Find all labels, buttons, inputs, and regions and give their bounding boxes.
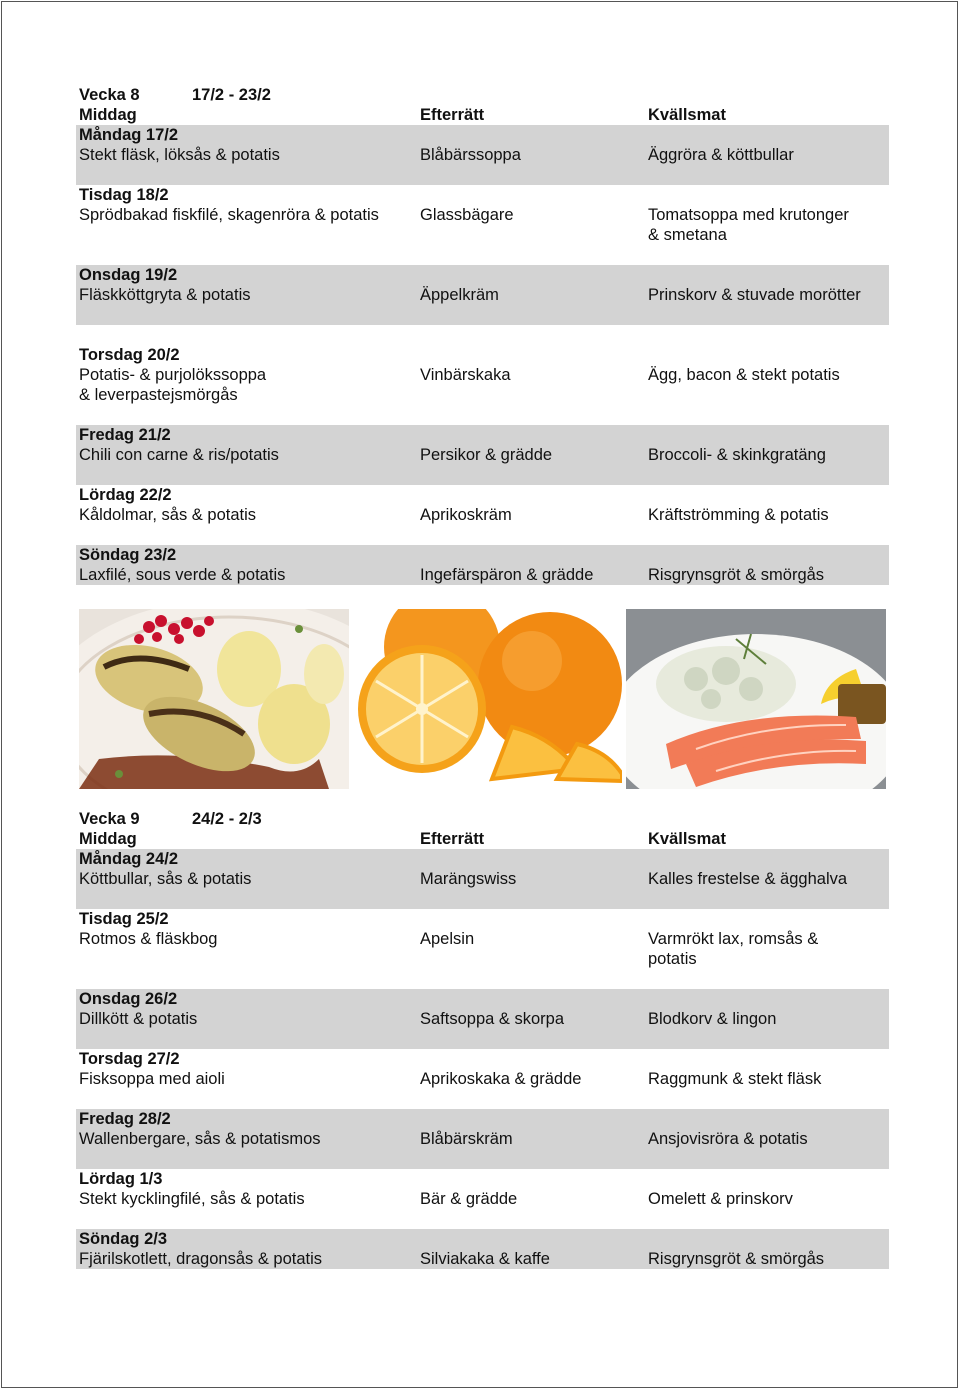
week-header (76, 85, 889, 105)
kvallsmat-dish: Risgrynsgröt & smörgås (648, 566, 825, 584)
col-efterratt: Efterrätt (420, 830, 485, 848)
middag-dish: Kåldolmar, sås & potatis (79, 506, 257, 524)
col-kvallsmat: Kvällsmat (648, 106, 726, 124)
kvallsmat-dish: Tomatsoppa med krutonger & smetana (648, 206, 849, 244)
col-middag: Middag (79, 830, 137, 848)
efterratt-dish: Aprikoskaka & grädde (420, 1070, 582, 1088)
week-dates: 17/2 - 23/2 (192, 86, 271, 104)
efterratt-dish: Blåbärskräm (420, 1130, 513, 1148)
day-name: Måndag 24/2 (79, 850, 179, 868)
middag-dish: Fisksoppa med aioli (79, 1070, 225, 1088)
efterratt-dish: Marängswiss (420, 870, 517, 888)
day-row (76, 849, 889, 909)
oranges-photo (352, 609, 622, 789)
day-name: Måndag 17/2 (79, 126, 179, 144)
middag-dish: Laxfilé, sous verde & potatis (79, 566, 286, 584)
col-kvallsmat: Kvällsmat (648, 830, 726, 848)
middag-dish: Dillkött & potatis (79, 1010, 198, 1028)
cabbage-rolls-photo (79, 609, 349, 789)
kvallsmat-dish: Äggröra & köttbullar (648, 146, 794, 164)
day-name: Torsdag 20/2 (79, 346, 180, 364)
kvallsmat-dish: Kalles frestelse & ägghalva (648, 870, 848, 888)
day-row (76, 1229, 889, 1269)
middag-dish: Stekt fläsk, löksås & potatis (79, 146, 280, 164)
day-row (76, 1109, 889, 1169)
column-headers (76, 829, 889, 849)
kvallsmat-dish: Raggmunk & stekt fläsk (648, 1070, 822, 1088)
week-label: Vecka 9 (79, 810, 140, 828)
middag-dish: Sprödbakad fiskfilé, skagenröra & potatis (79, 206, 379, 224)
week-header (76, 809, 889, 829)
day-row (76, 485, 889, 545)
food-photos (79, 609, 886, 789)
day-name: Söndag 2/3 (79, 1230, 168, 1248)
salmon-photo (626, 609, 886, 789)
kvallsmat-dish: Blodkorv & lingon (648, 1010, 777, 1028)
day-row (76, 1169, 889, 1229)
menu-page (1, 1, 958, 1388)
col-efterratt: Efterrätt (420, 106, 485, 124)
day-name: Fredag 21/2 (79, 426, 171, 444)
middag-dish: Chili con carne & ris/potatis (79, 446, 279, 464)
efterratt-dish: Persikor & grädde (420, 446, 553, 464)
efterratt-dish: Ingefärspäron & grädde (420, 566, 594, 584)
efterratt-dish: Saftsoppa & skorpa (420, 1010, 565, 1028)
kvallsmat-dish: Broccoli- & skinkgratäng (648, 446, 826, 464)
week-dates: 24/2 - 2/3 (192, 810, 262, 828)
day-row (76, 325, 889, 425)
day-name: Torsdag 27/2 (79, 1050, 180, 1068)
kvallsmat-dish: Kräftströmming & potatis (648, 506, 829, 524)
efterratt-dish: Apelsin (420, 930, 475, 948)
day-row (76, 425, 889, 485)
week-label: Vecka 8 (79, 86, 140, 104)
day-name: Lördag 1/3 (79, 1170, 163, 1188)
middag-dish: Rotmos & fläskbog (79, 930, 218, 948)
middag-dish: Stekt kycklingfilé, sås & potatis (79, 1190, 305, 1208)
kvallsmat-dish: Risgrynsgröt & smörgås (648, 1250, 825, 1268)
col-middag: Middag (79, 106, 137, 124)
day-row (76, 909, 889, 989)
day-row (76, 185, 889, 265)
kvallsmat-dish: Ansjovisröra & potatis (648, 1130, 808, 1148)
day-row (76, 125, 889, 185)
efterratt-dish: Silviakaka & kaffe (420, 1250, 550, 1268)
day-name: Söndag 23/2 (79, 546, 177, 564)
middag-dish: Wallenbergare, sås & potatismos (79, 1130, 321, 1148)
middag-dish: Potatis- & purjolökssoppa & leverpastejsmörgås (79, 366, 267, 404)
week-8-menu (76, 85, 889, 585)
day-name: Fredag 28/2 (79, 1110, 171, 1128)
kvallsmat-dish: Omelett & prinskorv (648, 1190, 793, 1208)
day-name: Onsdag 19/2 (79, 266, 178, 284)
kvallsmat-dish: Ägg, bacon & stekt potatis (648, 366, 840, 384)
efterratt-dish: Glassbägare (420, 206, 514, 224)
day-name: Onsdag 26/2 (79, 990, 178, 1008)
week-9-menu (76, 809, 889, 1269)
day-name: Lördag 22/2 (79, 486, 172, 504)
kvallsmat-dish: Varmrökt lax, romsås & potatis (648, 930, 819, 968)
efterratt-dish: Blåbärssoppa (420, 146, 521, 164)
middag-dish: Köttbullar, sås & potatis (79, 870, 252, 888)
middag-dish: Fläskköttgryta & potatis (79, 286, 251, 304)
efterratt-dish: Äppelkräm (420, 286, 499, 304)
efterratt-dish: Vinbärskaka (420, 366, 511, 384)
day-row (76, 265, 889, 325)
day-row (76, 545, 889, 585)
day-row (76, 1049, 889, 1109)
middag-dish: Fjärilskotlett, dragonsås & potatis (79, 1250, 323, 1268)
column-headers (76, 105, 889, 125)
kvallsmat-dish: Prinskorv & stuvade morötter (648, 286, 861, 304)
day-row (76, 989, 889, 1049)
day-name: Tisdag 18/2 (79, 186, 169, 204)
efterratt-dish: Bär & grädde (420, 1190, 518, 1208)
day-name: Tisdag 25/2 (79, 910, 169, 928)
efterratt-dish: Aprikoskräm (420, 506, 512, 524)
